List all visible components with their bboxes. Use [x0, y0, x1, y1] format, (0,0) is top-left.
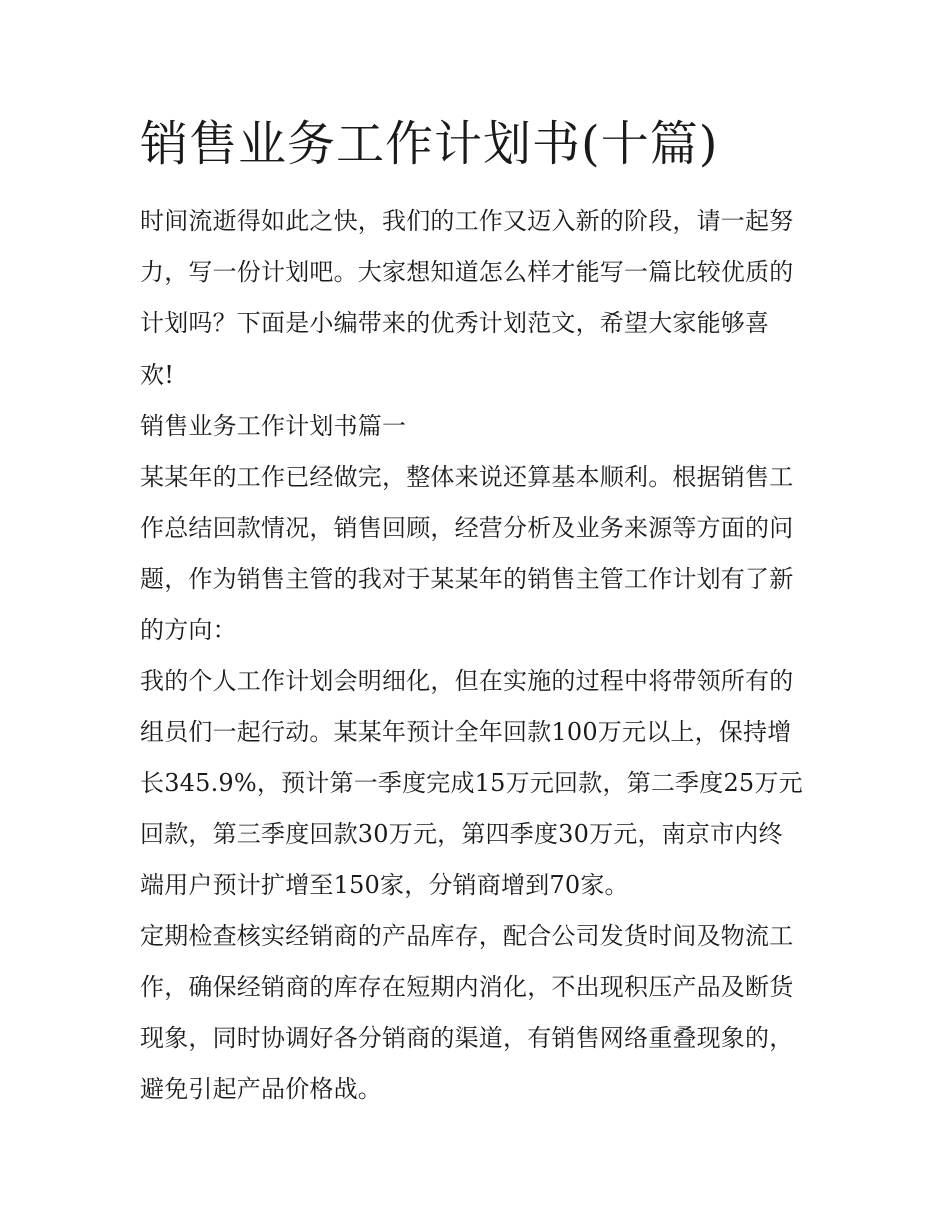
paragraph-1-line-2: 作总结回款情况，销售回顾，经营分析及业务来源等方面的问 [140, 514, 794, 542]
document-title: 销售业务工作计划书(十篇) [140, 116, 719, 172]
paragraph-3-line-1: 定期检查核实经销商的产品库存，配合公司发货时间及物流工 [140, 922, 794, 950]
paragraph-3-line-4: 避免引起产品价格战。 [140, 1075, 382, 1103]
section-heading: 销售业务工作计划书篇一 [140, 412, 407, 440]
paragraph-2-line-2: 组员们一起行动。某某年预计全年回款100万元以上，保持增 [140, 718, 792, 746]
paragraph-2-line-5: 端用户预计扩增至150家，分销商增到70家。 [140, 871, 629, 899]
intro-line-4: 欢! [140, 361, 175, 389]
paragraph-3-line-2: 作，确保经销商的库存在短期内消化，不出现积压产品及断货 [140, 973, 794, 1001]
paragraph-2-line-3: 长345.9%，预计第一季度完成15万元回款，第二季度25万元 [140, 769, 803, 797]
paragraph-2-line-4: 回款，第三季度回款30万元，第四季度30万元，南京市内终 [140, 820, 783, 848]
paragraph-1-line-4: 的方向： [140, 616, 237, 644]
paragraph-1-line-3: 题，作为销售主管的我对于某某年的销售主管工作计划有了新 [140, 565, 794, 593]
intro-line-2: 力，写一份计划吧。大家想知道怎么样才能写一篇比较优质的 [140, 258, 794, 286]
intro-line-1: 时间流逝得如此之快，我们的工作又迈入新的阶段，请一起努 [140, 207, 794, 235]
paragraph-2-line-1: 我的个人工作计划会明细化，但在实施的过程中将带领所有的 [140, 667, 794, 695]
paragraph-3-line-3: 现象，同时协调好各分销商的渠道，有销售网络重叠现象的， [140, 1024, 794, 1052]
paragraph-1-line-1: 某某年的工作已经做完，整体来说还算基本顺利。根据销售工 [140, 463, 794, 491]
intro-line-3: 计划吗？下面是小编带来的优秀计划范文，希望大家能够喜 [140, 309, 770, 337]
